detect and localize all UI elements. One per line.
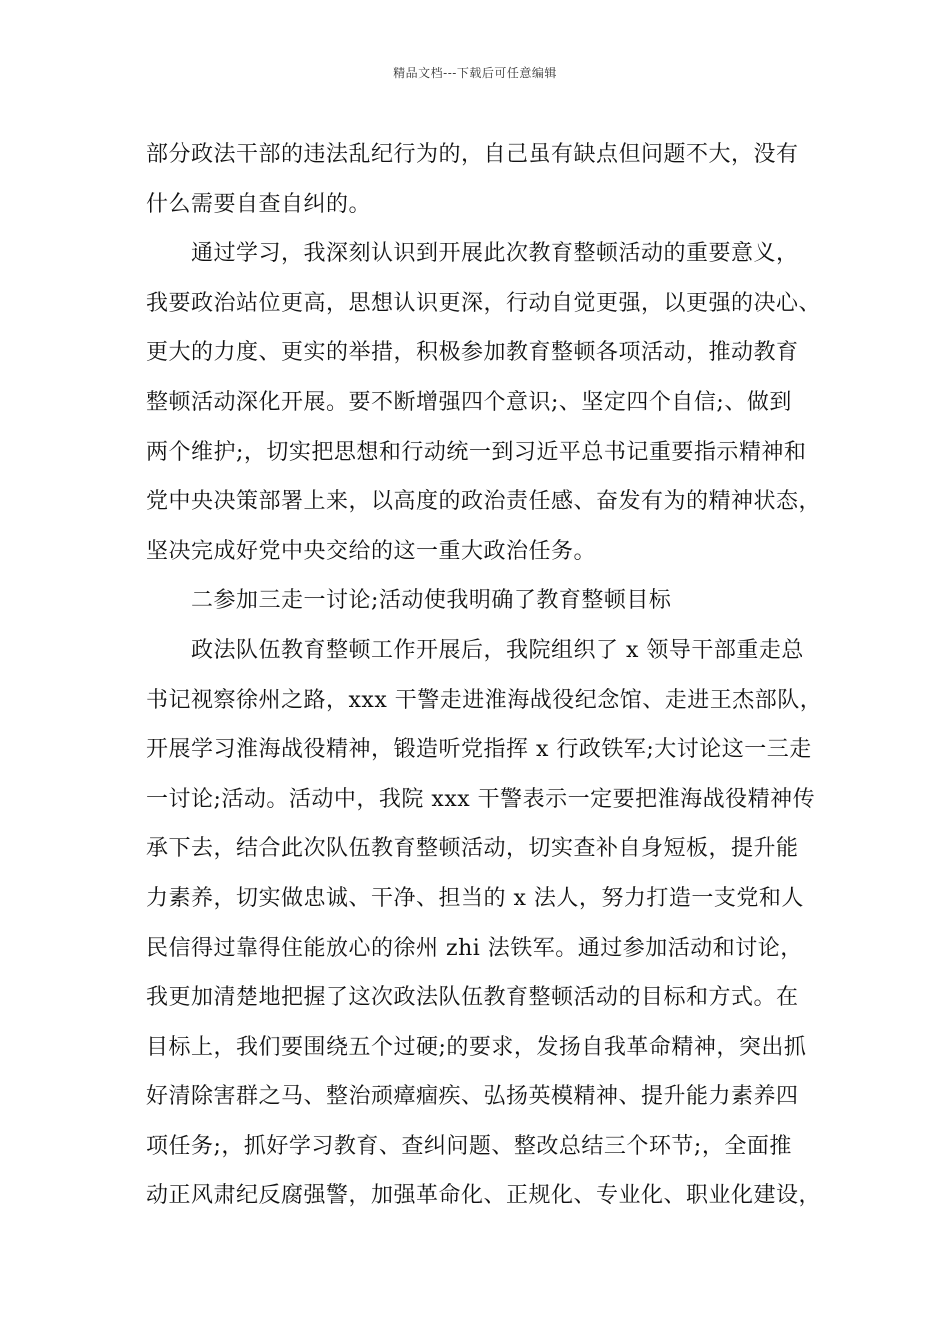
text-line: 两个维护;，切实把思想和行动统一到习近平总书记重要指示精神和 <box>146 439 807 465</box>
text-line: 目标上，我们要围绕五个过硬;的要求，发扬自我革命精神，突出抓 <box>146 1034 807 1060</box>
section-heading: 二参加三走一讨论;活动使我明确了教育整顿目标 <box>191 588 672 614</box>
paragraph-first-line: 通过学习，我深刻认识到开展此次教育整顿活动的重要意义， <box>191 241 799 267</box>
text-line: 党中央决策部署上来，以高度的政治责任感、奋发有为的精神状态， <box>146 489 822 515</box>
text-line: 部分政法干部的违法乱纪行为的，自己虽有缺点但问题不大，没有 <box>146 142 799 167</box>
text-line: 我要政治站位更高，思想认识更深，行动自觉更强，以更强的决心、 <box>146 290 822 316</box>
text-line: 更大的力度、更实的举措，积极参加教育整顿各项活动，推动教育 <box>146 340 799 366</box>
paragraph-first-line: 政法队伍教育整顿工作开展后，我院组织了 x 领导干部重走总 <box>191 637 804 663</box>
text-line: 好清除害群之马、整治顽瘴痼疾、弘扬英模精神、提升能力素养四 <box>146 1084 799 1110</box>
text-line: 承下去，结合此次队伍教育整顿活动，切实查补自身短板，提升能 <box>146 836 799 862</box>
document-body <box>146 130 830 1221</box>
text-line: 整顿活动深化开展。要不断增强四个意识;、坚定四个自信;、做到 <box>146 389 792 415</box>
text-line: 我更加清楚地把握了这次政法队伍教育整顿活动的目标和方式。在 <box>146 985 799 1011</box>
page-header: 精品文档---下载后可任意编辑 <box>393 66 557 80</box>
text-line: 民信得过靠得住能放心的徐州 zhi 法铁军。通过参加活动和讨论， <box>146 935 803 961</box>
text-line: 力素养，切实做忠诚、干净、担当的 x 法人，努力打造一支党和人 <box>146 885 804 911</box>
text-line: 动正风肃纪反腐强警，加强革命化、正规化、专业化、职业化建设， <box>146 1183 822 1209</box>
text-line: 一讨论;活动。活动中，我院 xxx 干警表示一定要把淮海战役精神传 <box>146 786 816 812</box>
text-line: 开展学习淮海战役精神，锻造听党指挥 x 行政铁军;大讨论这一三走 <box>146 737 812 763</box>
text-line: 书记视察徐州之路，xxx 干警走进淮海战役纪念馆、走进王杰部队， <box>146 687 823 713</box>
text-line: 项任务;，抓好学习教育、查纠问题、整改总结三个环节;，全面推 <box>146 1133 792 1159</box>
text-line: 坚决完成好党中央交给的这一重大政治任务。 <box>146 538 597 564</box>
text-line: 什么需要自查自纠的。 <box>146 191 372 217</box>
